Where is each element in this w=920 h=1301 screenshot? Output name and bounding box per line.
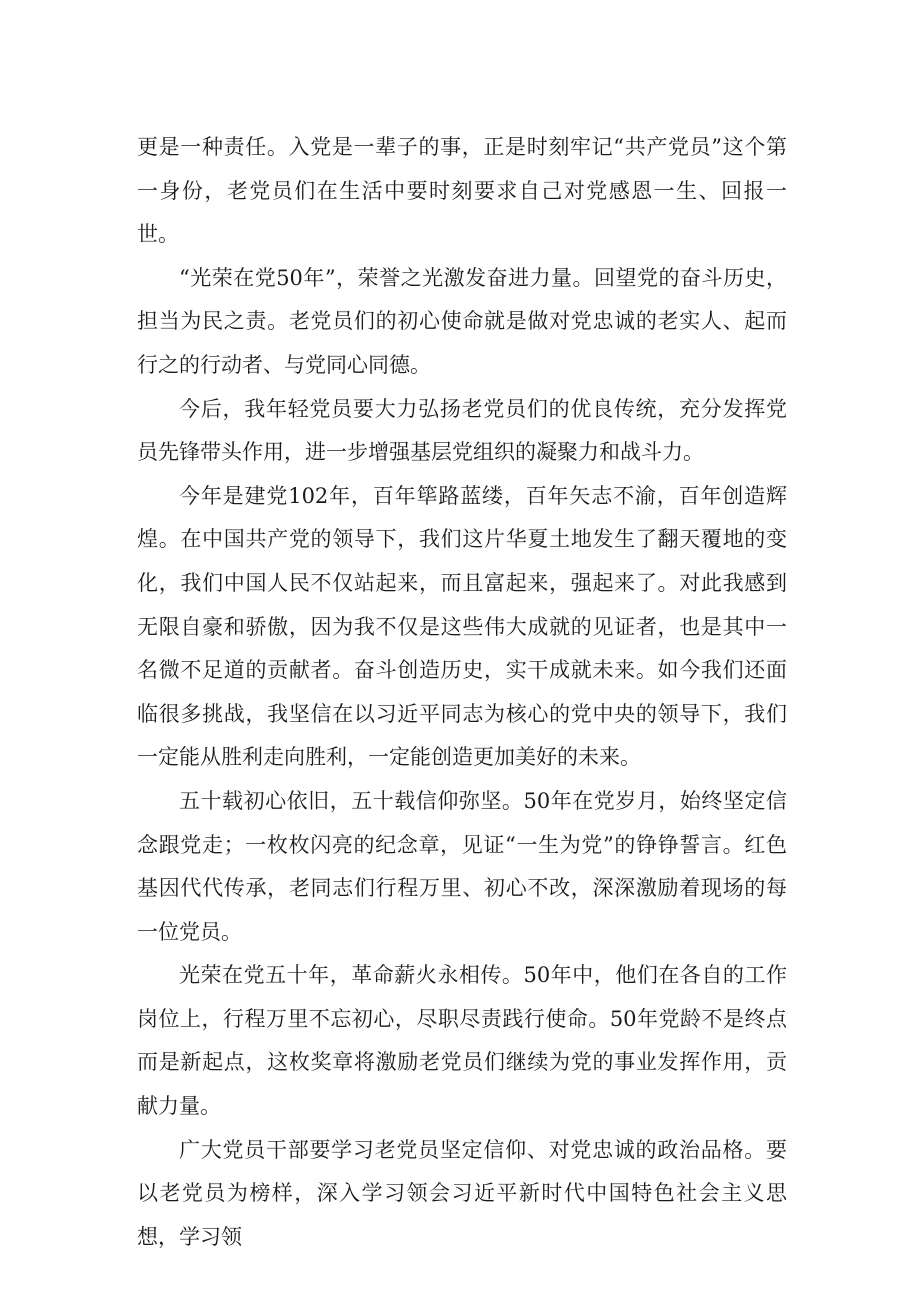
paragraph: 五十载初心依旧，五十载信仰弥坚。50年在党岁月，始终坚定信念跟党走；一枚枚闪亮的纪念章，见证“一生为党”的铮铮誓言。红色基因代代传承，老同志们行程万里、初心不改，深深激励着现场的每一位党员。 [137, 788, 787, 944]
paragraph: 广大党员干部要学习老党员坚定信仰、对党忠诚的政治品格。要以老党员为榜样，深入学习领会习近平新时代中国特色社会主义思想，学习领 [137, 1137, 787, 1249]
paragraph: 今年是建党102年，百年筚路蓝缕，百年矢志不渝，百年创造辉煌。在中国共产党的领导下，我们这片华夏土地发生了翻天覆地的变化，我们中国人民不仅站起来，而且富起来，强起来了。对此我感到无限自豪和骄傲，因为我不仅是这些伟大成就的见证者，也是其中一名微不足道的贡献者。奋斗创造历史，实干成就未来。如今我们还面临很多挑战，我坚信在以习近平同志为核心的党中央的领导下，我们一定能从胜利走向胜利，一定能创造更加美好的未来。 [137, 483, 787, 770]
paragraph: 光荣在党五十年，革命薪火永相传。50年中，他们在各自的工作岗位上，行程万里不忘初心，尽职尽责践行使命。50年党龄不是终点而是新起点，这枚奖章将激励老党员们继续为党的事业发挥作用，贡献力量。 [137, 963, 787, 1119]
paragraph-continuation: 更是一种责任。入党是一辈子的事，正是时刻牢记“共产党员”这个第一身份，老党员们在生活中要时刻要求自己对党感恩一生、回报一世。 [137, 135, 787, 247]
document-body [137, 126, 787, 1259]
paragraph: 今后，我年轻党员要大力弘扬老党员们的优良传统，充分发挥党员先锋带头作用，进一步增强基层党组织的凝聚力和战斗力。 [137, 396, 787, 465]
paragraph: “光荣在党50年”，荣誉之光激发奋进力量。回望党的奋斗历史，担当为民之责。老党员们的初心使命就是做对党忠诚的老实人、起而行之的行动者、与党同心同德。 [137, 265, 787, 377]
